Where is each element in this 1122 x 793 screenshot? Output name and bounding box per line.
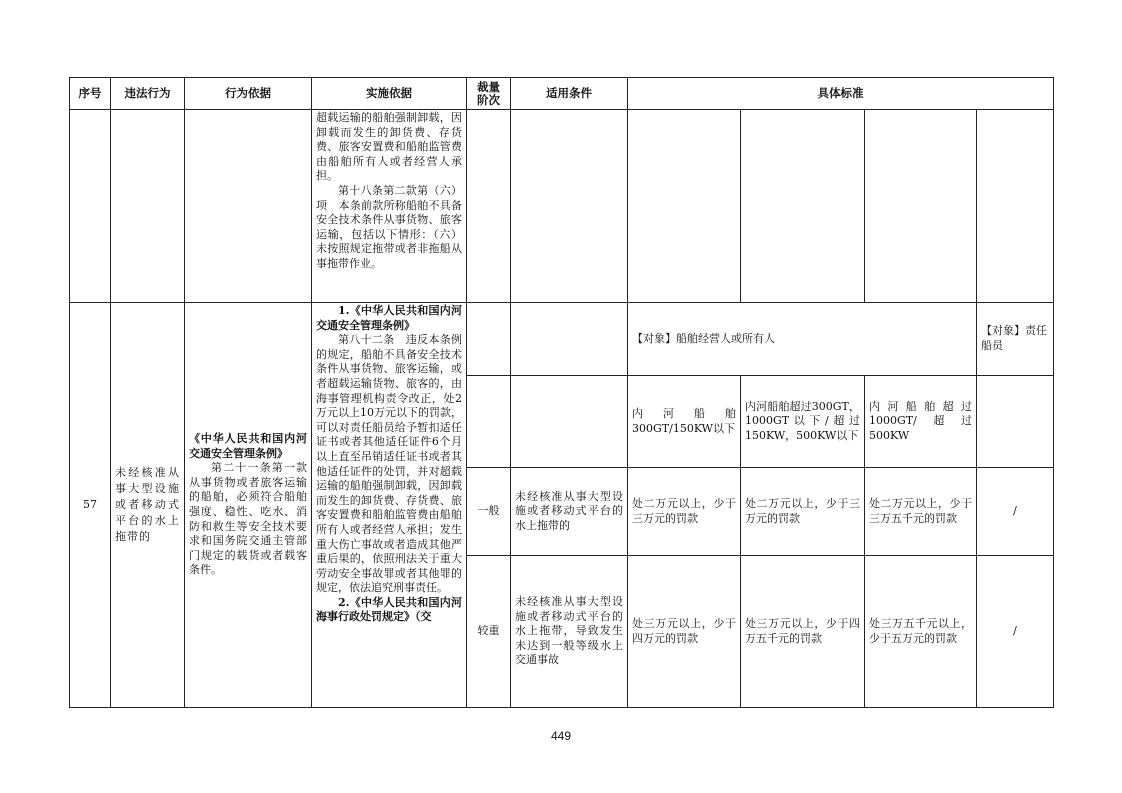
cont-basis-cell — [185, 110, 312, 303]
row57-general-std-2: 处二万元以上，少于三万元的罚款 — [741, 468, 865, 556]
cont-impl-cell — [312, 110, 467, 303]
row57-general-level: 一般 — [467, 468, 511, 556]
row57-tier-cond-cell — [511, 376, 628, 468]
row57-serious-std-2: 处三万元以上，少于四万五千元的罚款 — [741, 556, 865, 708]
row57-target-owner: 【对象】船舶经营人或所有人 — [628, 303, 977, 376]
header-basis: 行为依据 — [185, 78, 312, 110]
cont-impl-para-2: 第十八条第二款第（六）项 本条前款所称船舶不具备安全技术条件从事货物、旅客运输，包括以下情形：（六）未按照规定拖带或者非拖船从事拖带作业。 — [316, 183, 462, 270]
row57-target-row — [70, 303, 1054, 376]
row57-tier-level-cell — [467, 376, 511, 468]
continuation-row — [70, 110, 1054, 303]
row57-seq: 57 — [70, 303, 111, 708]
cont-std-cell-4 — [977, 110, 1054, 303]
row57-tier-2: 内河船舶超过300GT，1000GT以下/超过150KW，500KW以下 — [741, 376, 865, 468]
cont-level-cell — [467, 110, 511, 303]
header-seq: 序号 — [70, 78, 111, 110]
row57-serious-std-1: 处三万元以上，少于四万元的罚款 — [628, 556, 741, 708]
penalty-standard-table — [69, 77, 1054, 708]
cont-seq-cell — [70, 110, 111, 303]
row57-impl-title-2: 2.《中华人民共和国内河海事行政处罚规定》（交 — [316, 595, 462, 624]
row57-general-std-4: / — [977, 468, 1054, 556]
row57-basis-title: 《中华人民共和国内河交通安全管理条例》 — [189, 432, 307, 460]
row57-target-cond-cell — [511, 303, 628, 376]
cont-impl-para-1: 超载运输的船舶强制卸载，因卸载而发生的卸货费、存货费、旅客安置费和船舶监管费由船舶所有人或者经营人承担。 — [316, 111, 462, 183]
row57-serious-cond: 未经核准从事大型设施或者移动式平台的水上拖带，导致发生未达到一般等级水上交通事故 — [511, 556, 628, 708]
header-row — [70, 78, 1054, 110]
row57-target-level-cell — [467, 303, 511, 376]
row57-serious-level: 较重 — [467, 556, 511, 708]
row57-basis-cell — [185, 303, 318, 708]
cont-std-cell-3 — [865, 110, 977, 303]
cont-std-cell-1 — [628, 110, 741, 303]
row57-general-std-1: 处二万元以上，少于三万元的罚款 — [628, 468, 741, 556]
row57-violation: 未经核准从事大型设施或者移动式平台的水上拖带的 — [111, 303, 185, 708]
row57-tier-3: 内河船舶超过1000GT/超过500KW — [865, 376, 977, 468]
row57-serious-std-3: 处三万五千元以上，少于五万元的罚款 — [865, 556, 977, 708]
row57-target-crew: 【对象】责任船员 — [977, 303, 1054, 376]
row57-tier-1: 内河船舶300GT/150KW以下 — [628, 376, 741, 468]
row57-impl-title-1: 1.《中华人民共和国内河交通安全管理条例》 — [316, 304, 462, 332]
row57-general-cond: 未经核准从事大型设施或者移动式平台的水上拖带的 — [511, 468, 628, 556]
header-impl: 实施依据 — [312, 78, 467, 110]
page-number: 449 — [550, 729, 572, 743]
row57-impl-text-1: 第八十二条 违反本条例的规定，船舶不具备安全技术条件从事货物、旅客运输，或者超载运输货物、旅客的，由海事管理机构责令改正，处2万元以上10万元以下的罚款，可以对责任船员给予暂扣适任证书或者其他适任证件6个月以上直至吊销适任证书或者其他适任证件的处罚，并对超载运输的船舶强制卸载，因卸载而发生的卸货费、存货费、旅客安置费和船舶监管费由船舶所有人或者经营人承担；发生重大伤亡事故或者造成其他严重后果的，依照刑法关于重大劳动安全事故罪或者其他罪的规定，依法追究刑事责任。 — [316, 333, 462, 595]
header-violation: 违法行为 — [111, 78, 185, 110]
row57-tier-crew-cell — [977, 376, 1054, 468]
row57-general-std-3: 处二万元以上，少于三万五千元的罚款 — [865, 468, 977, 556]
row57-impl-cell — [312, 303, 467, 708]
row57-serious-std-4: / — [977, 556, 1054, 708]
header-cond: 适用条件 — [511, 78, 628, 110]
cont-std-cell-2 — [741, 110, 865, 303]
cont-cond-cell — [511, 110, 628, 303]
header-std: 具体标准 — [628, 78, 1054, 110]
header-level: 裁量 阶次 — [467, 78, 511, 110]
cont-violation-cell — [111, 110, 185, 303]
row57-basis-text: 第二十一条第一款 从事货物或者旅客运输的船舶，必须符合船舶强度、稳性、吃水、消防和救生等安全技术要求和国务院交通主管部门规定的载货或者载客条件。 — [189, 461, 318, 577]
